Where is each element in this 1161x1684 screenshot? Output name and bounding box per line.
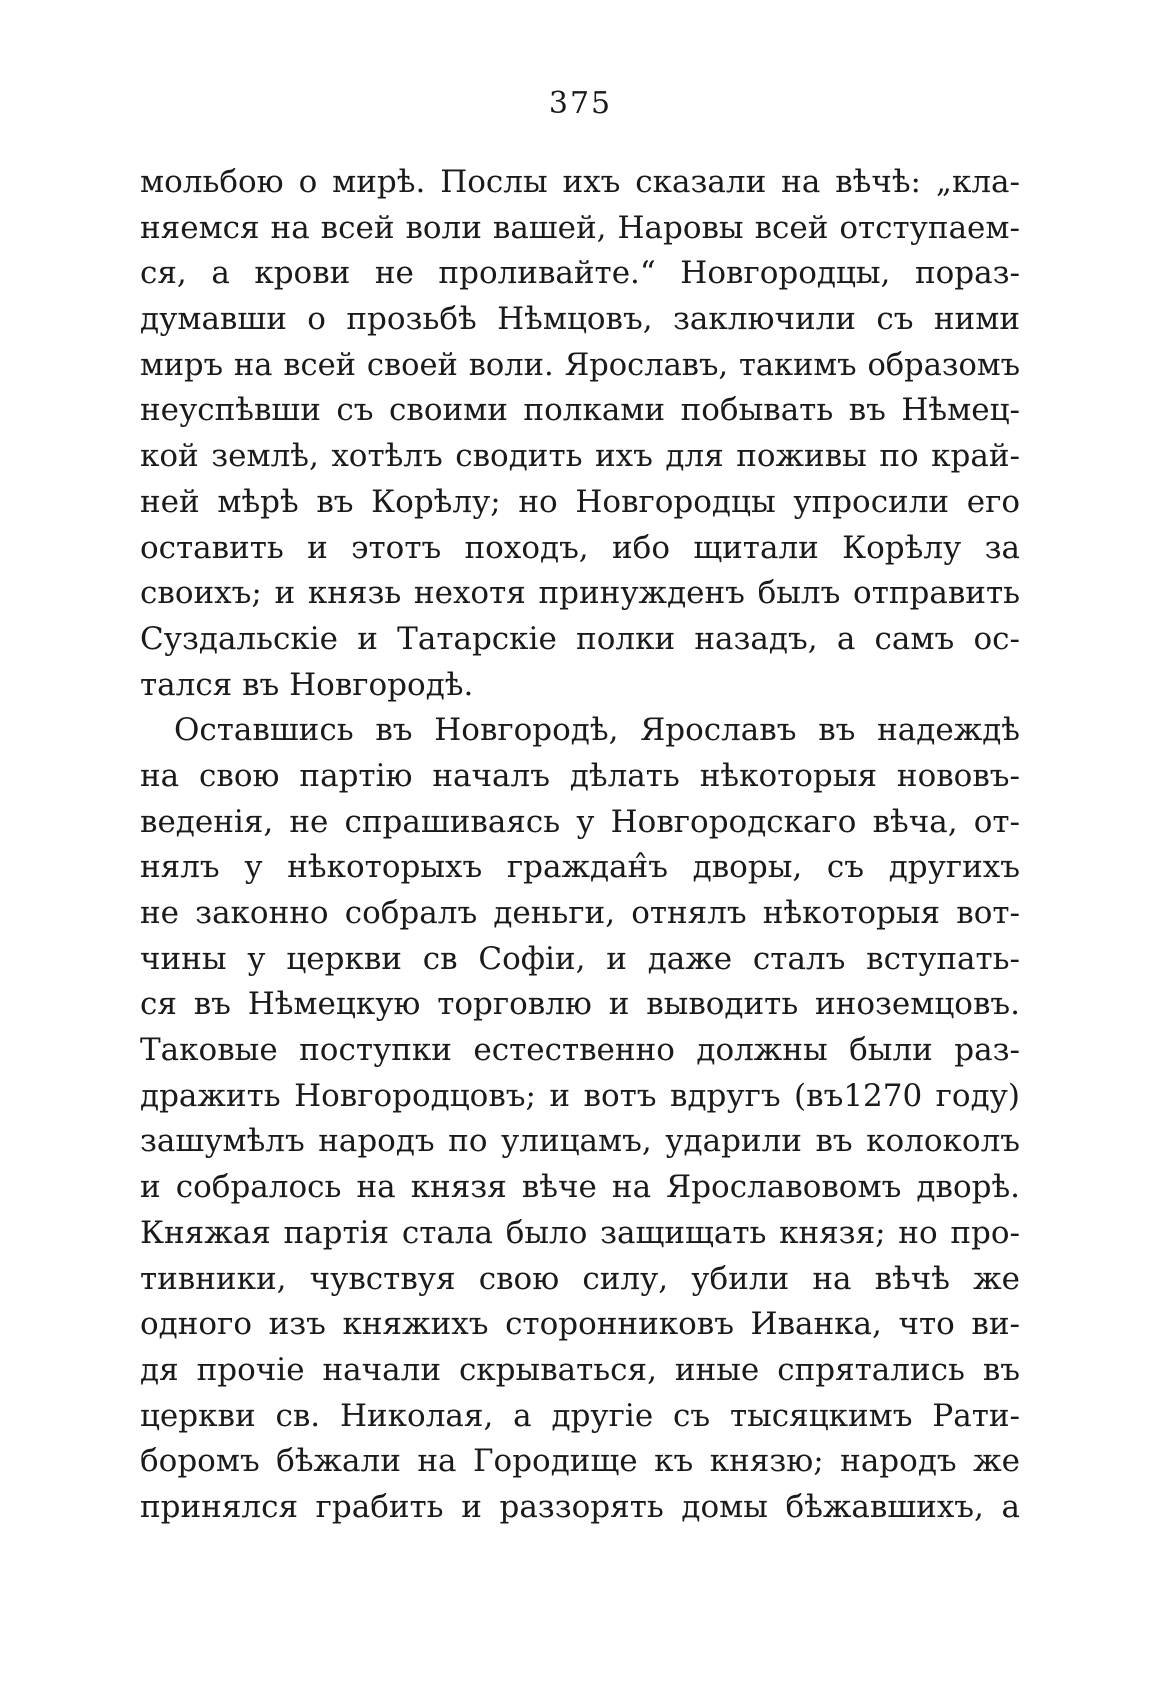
text-line: тивники, чувствуя свою силу, убили на вѣчѣ же [140, 1260, 1020, 1297]
text-line: оставить и этотъ походъ, ибо щитали Корѣлу за [140, 529, 1020, 566]
text-line: не законно собралъ деньги, отнялъ нѣкоторыя вот- [140, 895, 1020, 931]
text-line: дя прочіе начали скрываться, иные спрятались въ [140, 1351, 1020, 1388]
text-line: няемся на всей воли вашей, Наровы всей отступаем- [140, 209, 1020, 246]
text-line: чины у церкви св Софіи, и даже сталъ вступать- [140, 940, 1020, 977]
text-line: зашумѣлъ народъ по улицамъ, ударили въ колоколъ [140, 1123, 1020, 1160]
text-line: церкви св. Николая, а другіе съ тысяцкимъ Рати- [140, 1397, 1020, 1434]
body-text [140, 160, 1020, 1531]
text-line: ней мѣрѣ въ Корѣлу; но Новгородцы упросили его [140, 483, 1020, 520]
text-line: кой землѣ, хотѣлъ сводить ихъ для поживы по край- [140, 438, 1020, 475]
text-line: миръ на всей своей воли. Ярославъ, такимъ образомъ [140, 347, 1020, 383]
text-line: неуспѣвши съ своими полками побывать въ Нѣмец- [140, 392, 1020, 429]
text-line: ся въ Нѣмецкую торговлю и выводить иноземцовъ. [140, 986, 1020, 1023]
text-line: дражить Новгородцовъ; и вотъ вдругъ (въ1270 году) [140, 1077, 1020, 1114]
text-line: Суздальскіе и Татарскіе полки назадъ, а самъ ос- [140, 620, 1020, 657]
text-line: своихъ; и князь нехотя принужденъ былъ отправить [140, 575, 1020, 612]
text-line: принялся грабить и раззорять домы бѣжавшихъ, а [140, 1488, 1020, 1525]
text-line: веденія, не спрашиваясь у Новгородскаго вѣча, от- [140, 803, 1020, 840]
text-line: одного изъ княжихъ сторонниковъ Иванка, что ви- [140, 1306, 1020, 1343]
text-line: Княжая партія стала было защищать князя; но про- [140, 1214, 1020, 1251]
text-line: мольбою о мирѣ. Послы ихъ сказали на вѣчѣ: „кла- [140, 164, 1020, 200]
text-line: Таковые поступки естественно должны были раз- [140, 1032, 1020, 1069]
page-number: 375 [548, 86, 613, 121]
paragraph-end-line: тался въ Новгородѣ. [140, 666, 474, 703]
text-line: и собралось на князя вѣче на Ярославовомъ дворѣ. [140, 1169, 1020, 1206]
text-line: ся, а крови не проливайте.“ Новгородцы, пораз- [140, 255, 1020, 292]
paragraph-start-line: Оставшись въ Новгородѣ, Ярославъ въ надеждѣ [174, 712, 1020, 749]
text-line: на свою партію началъ дѣлать нѣкоторыя нововъ- [140, 757, 1020, 794]
text-line: боромъ бѣжали на Городище къ князю; народъ же [140, 1443, 1020, 1480]
text-line: нялъ у нѣкоторыхъ граждан̂ъ дворы, съ другихъ [140, 849, 1020, 886]
text-line: думавши о прозьбѣ Нѣмцовъ, заключили съ ними [140, 301, 1020, 338]
